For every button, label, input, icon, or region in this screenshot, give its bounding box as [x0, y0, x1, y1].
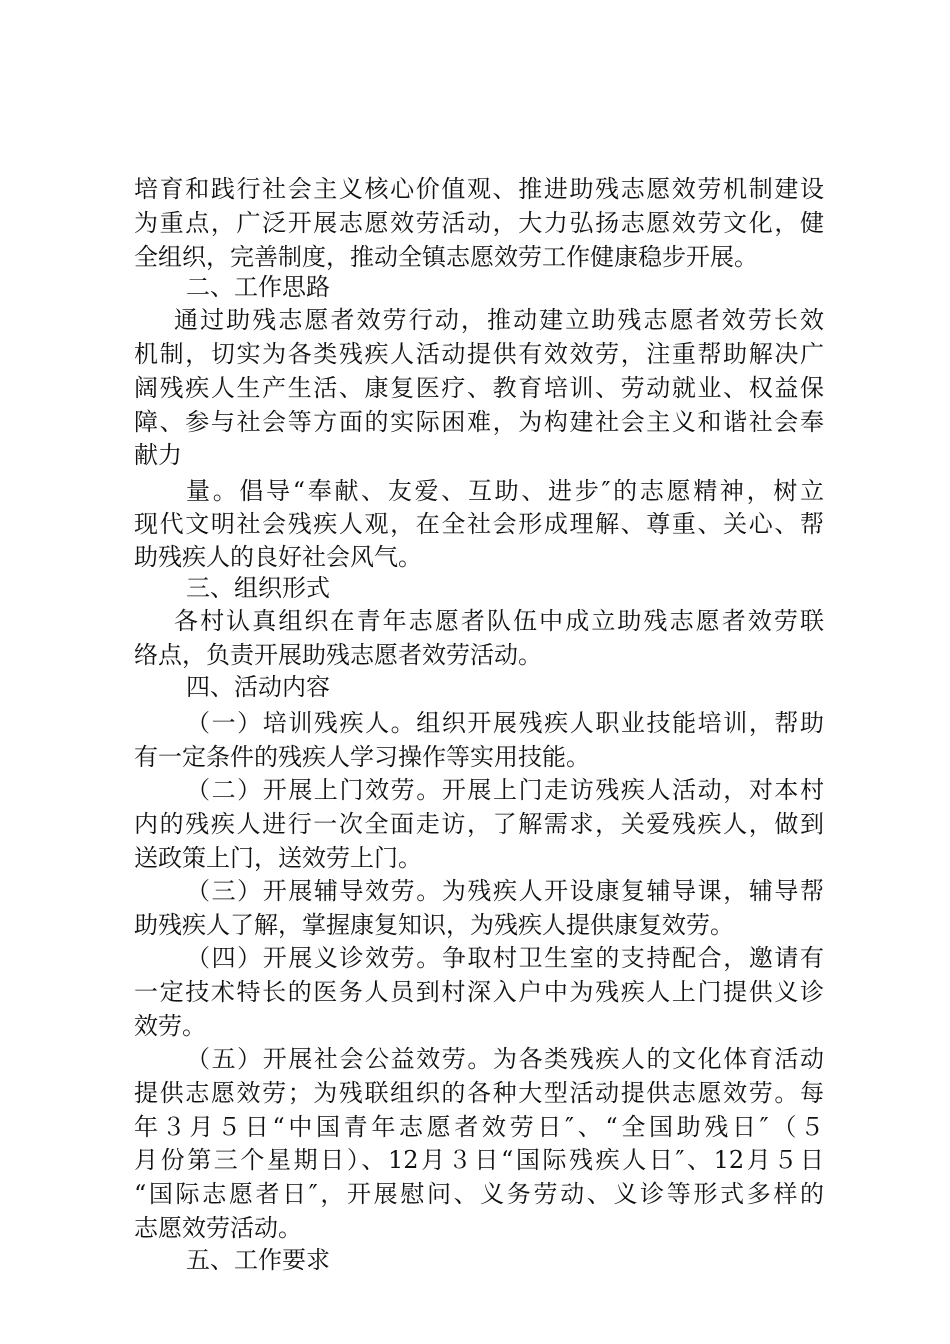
text-line: 现代文明社会残疾人观，在全社会形成理解、尊重、关心、帮 [134, 510, 824, 538]
text-line: 一定技术特长的医务人员到村深入户中为残疾人上门提供义诊 [134, 978, 824, 1006]
text-line: 送政策上门，送效劳上门。 [134, 844, 422, 872]
text-line: 阔残疾人生产生活、康复医疗、教育培训、劳动就业、权益保 [134, 374, 824, 402]
text-line: 量。倡导“奉献、友爱、互助、进步″的志愿精神，树立 [186, 477, 824, 505]
text-line: （四）开展义诊效劳。争取村卫生室的支持配合，邀请有 [186, 944, 824, 972]
text-line: （一）培训残疾人。组织开展残疾人职业技能培训，帮助 [186, 709, 824, 737]
text-line: 助残疾人的良好社会风气。 [134, 543, 422, 571]
text-line: 效劳。 [134, 1012, 206, 1040]
text-line: “国际志愿者日″，开展慰问、义务劳动、义诊等形式多样的 [134, 1180, 824, 1208]
text-line: 各村认真组织在青年志愿者队伍中成立助残志愿者效劳联 [174, 607, 824, 635]
text-line: （三）开展辅导效劳。为残疾人开设康复辅导课，辅导帮 [186, 877, 824, 905]
text-line: 年３月５日“中国青年志愿者效劳日″、“全国助残日″（５ [134, 1113, 824, 1141]
text-line: 志愿效劳活动。 [134, 1214, 302, 1242]
section-heading: 二、工作思路 [186, 273, 330, 301]
text-line: 内的残疾人进行一次全面走访，了解需求，关爱残疾人，做到 [134, 810, 824, 838]
text-line: 为重点，广泛开展志愿效劳活动，大力弘扬志愿效劳文化，健 [134, 209, 824, 237]
text-line: 献力 [134, 441, 182, 469]
text-line: 络点，负责开展助残志愿者效劳活动。 [134, 641, 542, 669]
text-line: 全组织，完善制度，推动全镇志愿效劳工作健康稳步开展。 [134, 243, 758, 271]
section-heading: 三、组织形式 [186, 574, 330, 602]
section-heading: 五、工作要求 [186, 1246, 330, 1274]
text-line: 助残疾人了解，掌握康复知识，为残疾人提供康复效劳。 [134, 911, 734, 939]
text-line: （二）开展上门效劳。开展上门走访残疾人活动，对本村 [186, 776, 824, 804]
section-heading: 四、活动内容 [186, 673, 330, 701]
text-line: 有一定条件的残疾人学习操作等实用技能。 [134, 743, 590, 771]
text-line: 培育和践行社会主义核心价值观、推进助残志愿效劳机制建设 [134, 175, 824, 203]
text-line: 机制，切实为各类残疾人活动提供有效效劳，注重帮助解决广 [134, 340, 824, 368]
text-line: 障、参与社会等方面的实际困难，为构建社会主义和谐社会奉 [134, 408, 824, 436]
text-line: 提供志愿效劳；为残联组织的各种大型活动提供志愿效劳。每 [134, 1079, 824, 1107]
text-line: （五）开展社会公益效劳。为各类残疾人的文化体育活动 [186, 1045, 824, 1073]
text-line: 月份第三个星期日）、12月３日“国际残疾人日″、12月５日 [134, 1146, 824, 1174]
text-line: 通过助残志愿者效劳行动，推动建立助残志愿者效劳长效 [174, 306, 824, 334]
